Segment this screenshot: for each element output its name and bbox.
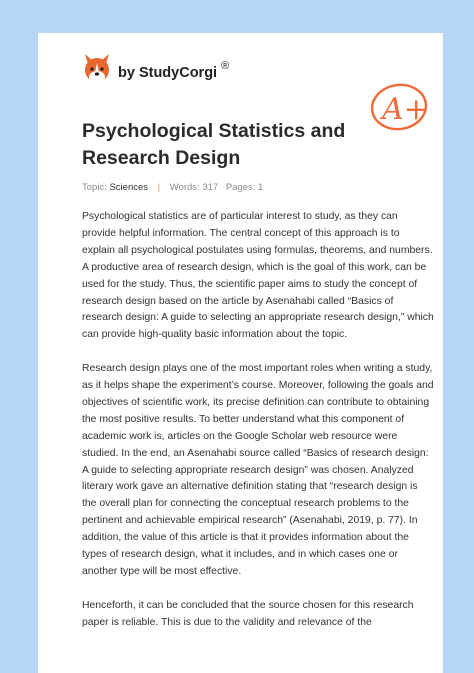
grade-text: A+ bbox=[382, 92, 429, 127]
registered-mark: ® bbox=[221, 60, 230, 72]
topic-label: Topic: bbox=[82, 182, 107, 193]
paragraph: Research design plays one of the most important roles when writing a study, as it helps shape the experiment’s course. Moreover, following the goals and objectives of scientific work, its precise definition can contribute to obtaining the most positive results. To better understand what this component of academic work is, articles on the Google Scholar web resource were studied. In the end, an Asenahabi source called “Basics of research design: A guide to selecting appropriate research design” was chosen. Analyzed literary work gave an alternative definition stating that “research design is the overall plan for connecting the conceptual research problems to the pertinent and achievable empirical research” (Asenahabi, 2019, p. 77). In addition, the value of this article is that it provides information about the types of research design, what it includes, and in which cases one or another type will be most effective. bbox=[82, 363, 434, 578]
document-title: Psychological Statistics and Research Design bbox=[82, 120, 346, 169]
document-body bbox=[82, 209, 434, 649]
meta-separator: | bbox=[157, 182, 161, 193]
topic-link[interactable]: Sciences bbox=[109, 182, 149, 193]
corgi-logo-icon[interactable] bbox=[82, 52, 112, 84]
brand-name[interactable]: by StudyCorgi ® bbox=[118, 60, 230, 81]
page-count: Pages: 1 bbox=[225, 182, 264, 193]
word-count: Words: 317 bbox=[169, 182, 219, 193]
document-meta bbox=[82, 182, 263, 193]
essay-page bbox=[38, 33, 443, 673]
paragraph: Psychological statistics are of particular interest to study, as they can provide helpful information. The central concept of this approach is to explain all psychological postulates using formulas, theorems, and numbers. A productive area of research design, which is the goal of this work, can be used for the study. Thus, the scientific paper aims to study the concept of research design based on the article by Asenahabi called “Basics of research design: A guide to selecting an appropriate research design,” which can provide high-quality basic information about the topic. bbox=[82, 211, 434, 341]
paragraph: Henceforth, it can be concluded that the source chosen for this research paper is reliable. This is due to the validity and relevance of the bbox=[82, 599, 414, 628]
